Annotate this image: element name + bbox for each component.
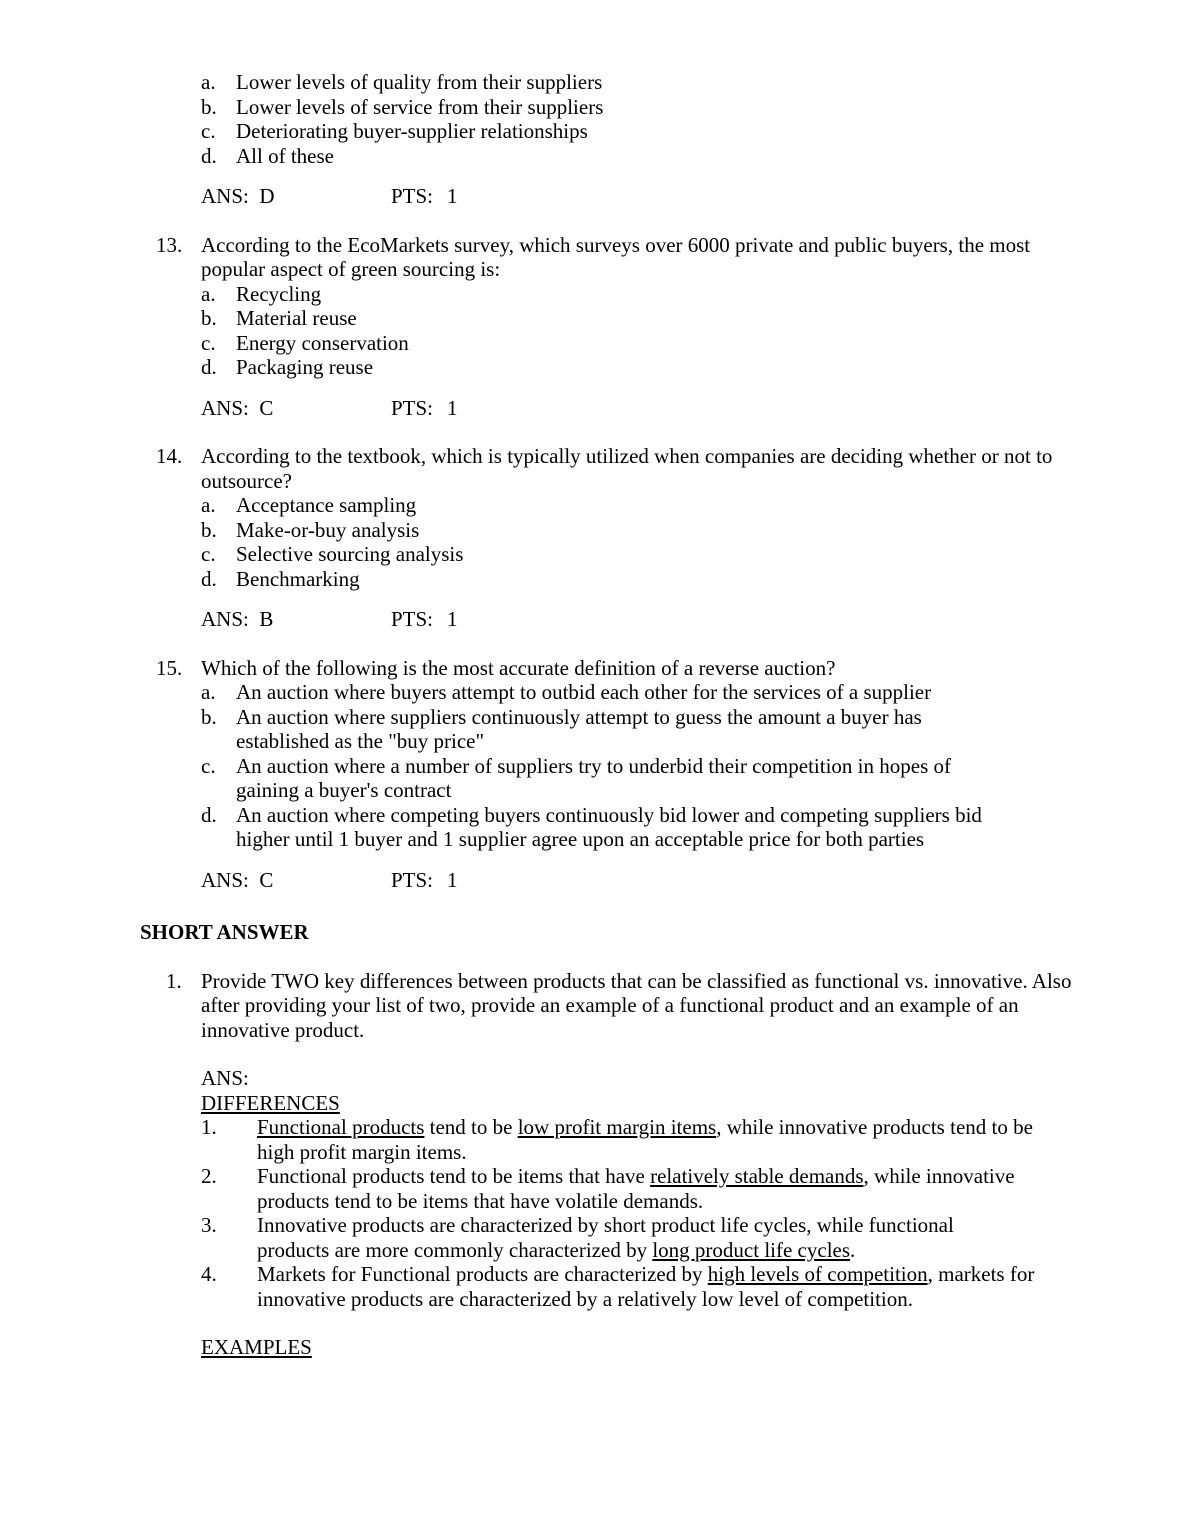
answer-line [201,868,1190,893]
option-b: b. Material reuse [201,306,357,330]
option-c: c. Selective sourcing analysis [201,542,464,566]
question-15 [0,656,1190,893]
question-14 [0,444,1190,632]
difference-item: 4. Markets for Functional products are characterized by high levels of competition, markets for innovative products are characterized by a relatively low level of competition. [201,1262,1035,1311]
question-stem: 14. According to the textbook, which is typically utilized when companies are deciding whether or not to outsource? [156,444,1053,493]
section-heading: SHORT ANSWER [140,920,309,944]
option-d: d. Benchmarking [201,566,360,591]
short-answer-1 [0,969,1190,1360]
option-d: d. An auction where competing buyers continuously bid lower and competing suppliers bid higher until 1 buyer and 1 supplier agree upon an acceptable price for both parties [201,802,982,851]
option-b: b. Lower levels of service from their suppliers [201,94,604,119]
option-d: d. Packaging reuse [201,355,374,379]
answer-line [201,184,1190,209]
question-stem: 13. According to the EcoMarkets survey, which surveys over 6000 private and public buyers, the most popular aspect of green sourcing is: [156,232,1031,281]
option-c: c. Energy conservation [201,330,409,355]
examples-heading: EXAMPLES [201,1335,312,1359]
answer-line [201,607,1190,632]
option-a: a. An auction where buyers attempt to outbid each other for the services of a supplier [201,680,932,704]
points: PTS: 1 [391,607,458,631]
points: PTS: 1 [391,867,458,892]
option-a: a. Recycling [201,281,322,306]
points: PTS: 1 [391,184,458,208]
answer: ANS: C [201,395,274,420]
points: PTS: 1 [391,395,458,420]
answer: ANS: C [201,867,274,892]
option-a: a. Acceptance sampling [201,493,417,517]
answer: ANS: B [201,607,274,631]
difference-item: 3. Innovative products are characterized by short product life cycles, while functional products are more commonly characterized by long product life cycles. [201,1213,954,1262]
question-stem: 15. Which of the following is the most accurate definition of a reverse auction? [156,655,836,680]
question-12 [0,70,1190,209]
option-c: c. An auction where a number of suppliers try to underbid their competition in hopes of gaining a buyer's contract [201,753,951,802]
differences-heading: DIFFERENCES [201,1090,340,1115]
option-d: d. All of these [201,143,334,168]
question-13 [0,233,1190,421]
difference-item: 1. Functional products tend to be low profit margin items, while innovative products tend to be high profit margin items. [201,1115,1033,1164]
document-page [0,70,1190,1360]
difference-item: 2. Functional products tend to be items that have relatively stable demands, while innovative products tend to be items that have volatile demands. [201,1164,1015,1213]
option-b: b. An auction where suppliers continuously attempt to guess the amount a buyer has established as the "buy price" [201,704,922,753]
answer-label: ANS: [201,1066,249,1090]
option-b: b. Make-or-buy analysis [201,517,420,542]
answer-line [201,396,1190,421]
question-stem: 1. Provide TWO key differences between products that can be classified as functional vs. innovative. Also after providing your list of two, provide an example of a functional product and an example of an innovative product. [166,968,1072,1042]
option-a: a. Lower levels of quality from their suppliers [201,70,603,94]
answer: ANS: D [201,184,275,208]
option-c: c. Deteriorating buyer-supplier relationships [201,119,588,143]
